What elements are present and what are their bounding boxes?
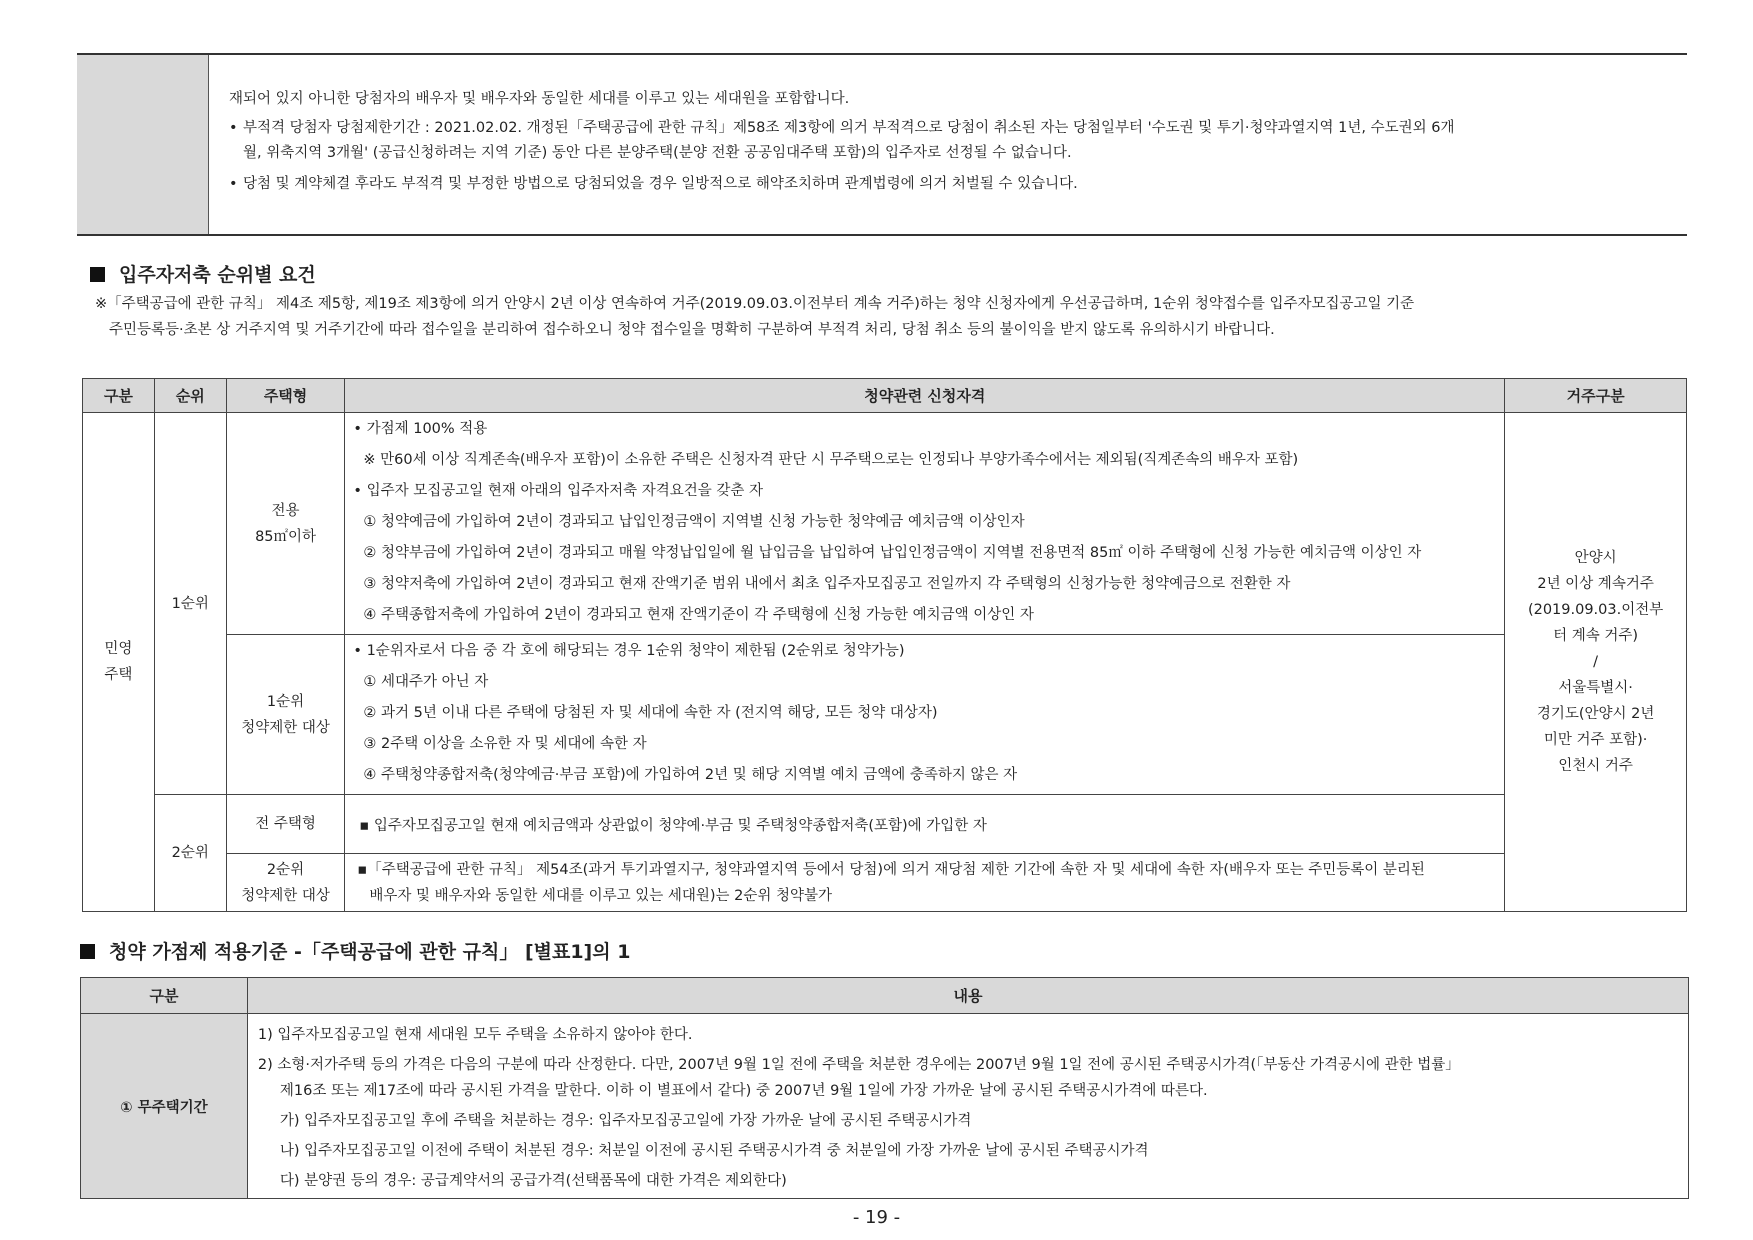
residence-line: 미만 거주 포함)· bbox=[1543, 732, 1648, 748]
header-qualification: 청약관련 신청자격 bbox=[345, 379, 1505, 413]
list-item: • 1순위자로서 다음 중 각 호에 해당되는 경우 1순위 청약이 제한됨 (2순위로 청약가능) bbox=[353, 643, 905, 659]
type-cell bbox=[226, 635, 345, 795]
list-item: • 입주자 모집공고일 현재 아래의 입주자저축 자격요건을 갖춘 자 bbox=[353, 483, 764, 499]
table-row bbox=[83, 795, 1687, 854]
note-line: 주민등록등·초본 상 거주지역 및 거주기간에 따라 접수일을 분리하여 접수하오니 청약 접수일을 명확히 구분하여 부적격 처리, 당첨 취소 등의 불이익을 받지 않도록 유의하시기 바랍니다. bbox=[109, 322, 1275, 338]
category-line: 민영 bbox=[104, 641, 133, 657]
list-item: ▪「주택공급에 관한 규칙」 제54조(과거 투기과열지구, 청약과열지역 등에서 당첨)에 의거 재당첨 제한 기간에 속한 자 및 세대에 속한 자(배우자 또는 주민등록이 분리된 bbox=[357, 861, 1425, 878]
page-number: - 19 - bbox=[852, 1207, 901, 1228]
list-item: ② 과거 5년 이내 다른 주택에 당첨된 자 및 세대에 속한 자 (전지역 해당, 모든 청약 대상자) bbox=[363, 705, 938, 721]
category-line: 주택 bbox=[104, 667, 133, 683]
list-item: 나) 입주자모집공고일 이전에 주택이 처분된 경우: 처분일 이전에 공시된 주택공시가격 중 처분일에 가장 가까운 날에 공시된 주택공시가격 bbox=[279, 1143, 1149, 1159]
bullet-line: • 당첨 및 계약체결 후라도 부적격 및 부정한 방법으로 당첨되었을 경우 일방적으로 해약조치하며 관계법령에 의거 처벌될 수 있습니다. bbox=[243, 176, 1078, 192]
item-line: 2) 소형·저가주택 등의 가격은 다음의 구분에 따라 산정한다. 다만, 2007년 9월 1일 전에 주택을 처분한 경우에는 2007년 9월 1일 전에 공시된 주택공시가격(「부동산 가격공시에 관한 법률」 bbox=[257, 1057, 1460, 1073]
list-item: ① 청약예금에 가입하여 2년이 경과되고 납입인정금액이 지역별 신청 가능한 청약예금 예치금액 이상인자 bbox=[363, 514, 1025, 530]
section-title bbox=[90, 260, 316, 287]
table-header-row bbox=[83, 379, 1687, 413]
square-bullet-icon bbox=[80, 944, 95, 959]
label-cell bbox=[77, 55, 209, 234]
header-category: 구분 bbox=[81, 978, 248, 1014]
table-row bbox=[81, 1014, 1689, 1199]
table-row bbox=[83, 854, 1687, 912]
type-line: 85㎡이하 bbox=[255, 528, 317, 545]
list-item: ④ 주택청약종합저축(청약예금·부금 포함)에 가입하여 2년 및 해당 지역별 예치 금액에 충족하지 않은 자 bbox=[363, 767, 1018, 783]
restriction-bullet bbox=[229, 116, 1669, 166]
list-item: • 가점제 100% 적용 bbox=[353, 421, 488, 437]
category-cell bbox=[83, 413, 155, 912]
residence-cell bbox=[1505, 413, 1687, 912]
list-item: ③ 2주택 이상을 소유한 자 및 세대에 속한 자 bbox=[363, 736, 647, 752]
type-cell bbox=[226, 413, 345, 635]
header-rank: 순위 bbox=[154, 379, 226, 413]
list-item: 1) 입주자모집공고일 현재 세대원 모두 주택을 소유하지 않아야 한다. bbox=[257, 1027, 693, 1043]
criteria-content bbox=[247, 1014, 1688, 1199]
type-line: 청약제한 대상 bbox=[241, 887, 330, 904]
residence-line: 서울특별시· bbox=[1558, 680, 1633, 696]
type-line: 1순위 bbox=[266, 693, 305, 710]
residence-line: (2019.09.03.이전부 bbox=[1527, 602, 1664, 618]
list-item bbox=[258, 1052, 1688, 1104]
item-line: 제16조 또는 제17조에 따라 공시된 가격을 말한다. 이하 이 별표에서 같다) 중 2007년 9월 1일에 가장 가까운 날에 공시된 주택공시가격에 따른다. bbox=[279, 1083, 1208, 1099]
table-row bbox=[83, 635, 1687, 795]
list-item: ① 세대주가 아닌 자 bbox=[363, 674, 489, 690]
bullet-line: 월, 위축지역 3개월' (공급신청하려는 지역 기준) 동안 다른 분양주택(분양 전환 공공임대주택 포함)의 입주자로 선정될 수 없습니다. bbox=[243, 145, 1072, 161]
list-item: ③ 청약저축에 가입하여 2년이 경과되고 현재 잔액기준 범위 내에서 최초 입주자모집공고 전일까지 각 주택형의 신청가능한 청약예금으로 전환한 자 bbox=[363, 576, 1291, 592]
type-cell: 전 주택형 bbox=[226, 795, 345, 854]
header-type: 주택형 bbox=[226, 379, 345, 413]
continuation-box bbox=[77, 53, 1687, 236]
list-item: ④ 주택종합저축에 가입하여 2년이 경과되고 현재 잔액기준이 각 주택형에 신청 가능한 예치금액 이상인 자 bbox=[363, 607, 1034, 623]
qualification-cell bbox=[345, 635, 1505, 795]
rank-cell: 1순위 bbox=[154, 413, 226, 795]
qualification-cell bbox=[345, 413, 1505, 635]
scoring-criteria-table bbox=[80, 977, 1689, 1199]
penalty-bullet bbox=[229, 172, 1669, 197]
rank-requirements-table bbox=[82, 378, 1687, 912]
list-item: ② 청약부금에 가입하여 2년이 경과되고 매월 약정납입일에 월 납입금을 납입하여 납입인정금액이 지역별 전용면적 85㎡ 이하 주택형에 신청 가능한 예치금액 이상인 자 bbox=[363, 545, 1422, 561]
type-cell bbox=[226, 854, 345, 912]
section-note bbox=[95, 291, 1675, 343]
qualification-cell bbox=[345, 854, 1505, 912]
continuation-content bbox=[229, 87, 1669, 197]
residence-line: 터 계속 거주) bbox=[1553, 628, 1639, 644]
list-item: 배우자 및 배우자와 동일한 세대를 이루고 있는 세대원)는 2순위 청약불가 bbox=[369, 887, 832, 904]
list-item: 다) 분양권 등의 경우: 공급계약서의 공급가격(선택품목에 대한 가격은 제외한다) bbox=[279, 1173, 787, 1189]
residence-line: / bbox=[1593, 654, 1599, 670]
header-residence: 거주구분 bbox=[1505, 379, 1687, 413]
header-category: 구분 bbox=[83, 379, 155, 413]
residence-line: 2년 이상 계속거주 bbox=[1537, 576, 1654, 592]
residence-line: 인천시 거주 bbox=[1558, 758, 1633, 774]
qualification-cell: ▪ 입주자모집공고일 현재 예치금액과 상관없이 청약예·부금 및 주택청약종합저축(포함)에 가입한 자 bbox=[345, 795, 1505, 854]
table-header-row bbox=[81, 978, 1689, 1014]
type-line: 2순위 bbox=[266, 861, 305, 878]
continuation-line: 재되어 있지 아니한 당첨자의 배우자 및 배우자와 동일한 세대를 이루고 있는 세대원을 포함합니다. bbox=[229, 91, 850, 107]
criteria-label: ① 무주택기간 bbox=[81, 1014, 248, 1199]
residence-line: 경기도(안양시 2년 bbox=[1536, 706, 1655, 722]
square-bullet-icon bbox=[90, 267, 105, 282]
note-line: ※「주택공급에 관한 규칙」 제4조 제5항, 제19조 제3항에 의거 안양시 2년 이상 연속하여 거주(2019.09.03.이전부터 계속 거주)하는 청약 신청자에게 우선공급하며, 1순위 청약접수를 입주자모집공고일 기준 bbox=[95, 296, 1415, 312]
bullet-line: • 부적격 당첨자 당첨제한기간 : 2021.02.02. 개정된「주택공급에 관한 규칙」제58조 제3항에 의거 부적격으로 당첨이 취소된 자는 당첨일부터 '수도권 및 투기·청약과열지역 1년, 수도권외 6개 bbox=[243, 120, 1455, 136]
type-line: 전용 bbox=[271, 502, 300, 519]
type-line: 청약제한 대상 bbox=[241, 719, 330, 736]
residence-line: 안양시 bbox=[1574, 550, 1617, 566]
section-title bbox=[80, 937, 630, 964]
table-row bbox=[83, 413, 1687, 635]
list-item: 가) 입주자모집공고일 후에 주택을 처분하는 경우: 입주자모집공고일에 가장 가까운 날에 공시된 주택공시가격 bbox=[279, 1113, 972, 1129]
list-item: ※ 만60세 이상 직계존속(배우자 포함)이 소유한 주택은 신청자격 판단 시 무주택으로는 인정되나 부양가족수에서는 제외됨(직계존속의 배우자 포함) bbox=[363, 452, 1299, 468]
header-content: 내용 bbox=[247, 978, 1688, 1014]
section-title-text: 청약 가점제 적용기준 -「주택공급에 관한 규칙」 [별표1]의 1 bbox=[109, 941, 631, 963]
section-title-text: 입주자저축 순위별 요건 bbox=[119, 264, 316, 286]
rank-cell: 2순위 bbox=[154, 795, 226, 912]
